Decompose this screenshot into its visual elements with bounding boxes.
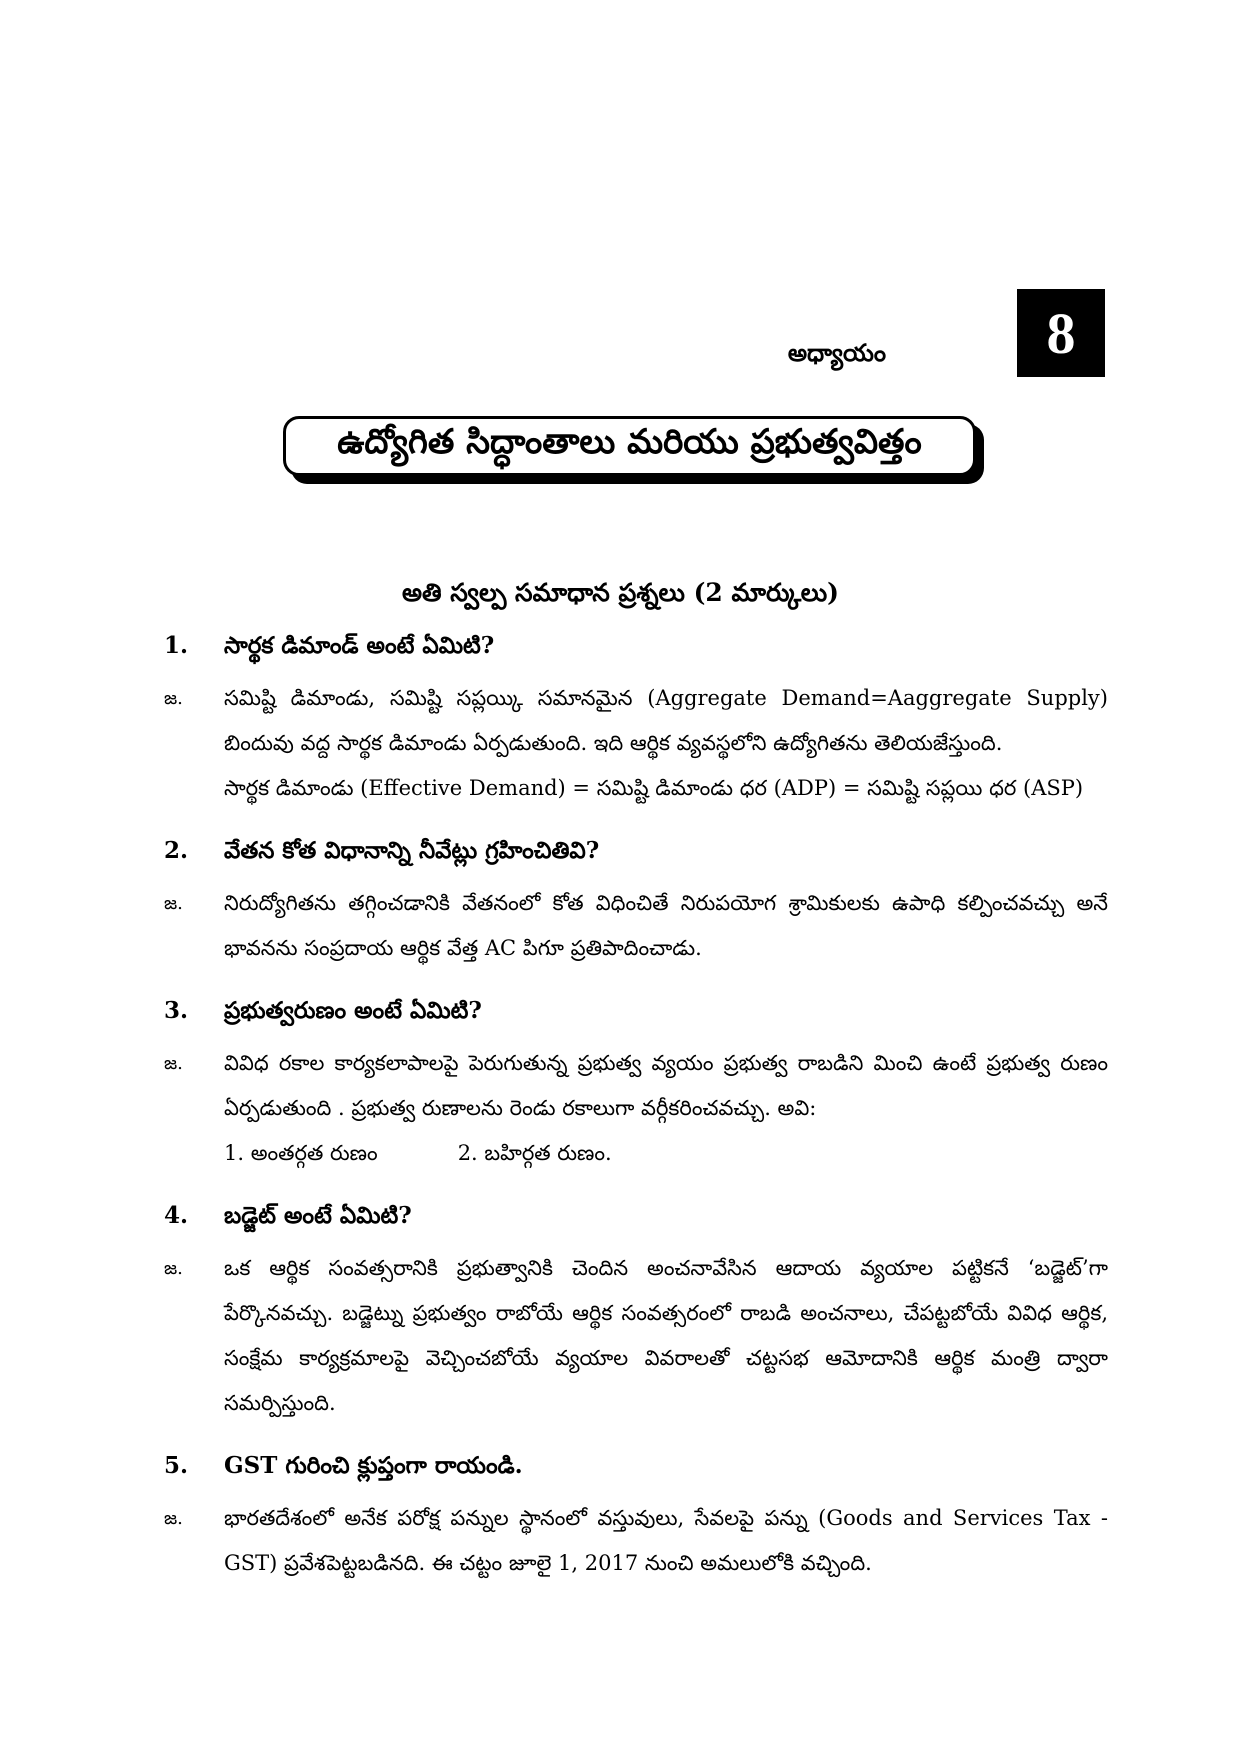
chapter-number-badge: 8: [1017, 289, 1105, 377]
answer-row: [164, 881, 1108, 971]
answer-body: [224, 1041, 1108, 1176]
chapter-title: ఉద్యోగిత సిద్ధాంతాలు మరియు ప్రభుత్వవిత్తం: [283, 416, 976, 476]
answer-row: [164, 1246, 1108, 1426]
question-number: 2.: [164, 837, 189, 864]
answer-body: [224, 676, 1108, 811]
chapter-title-banner: [283, 416, 984, 484]
answer-row: [164, 676, 1108, 811]
answer-marker: జ.: [164, 1053, 183, 1074]
question-row: [164, 1198, 1108, 1234]
answer-body: [224, 1246, 1108, 1426]
answer-text: ఒక ఆర్థిక సంవత్సరానికి ప్రభుత్వానికి చెందిన అంచనావేసిన ఆదాయ వ్యయాల పట్టికనే ‘బడ్జెట్’గా పేర్కొనవచ్చు. బడ్జెట్ను ప్రభుత్వం రాబోయే ఆర్థిక సంవత్సరంలో రాబడి అంచనాలు, చేపట్టబోయే వివిధ ఆర్థిక, సంక్షేమ కార్యక్రమాలపై వెచ్చించబోయే వ్యయాల వివరాలతో చట్టసభ ఆమోదానికి ఆర్థిక మంత్రి ద్వారా సమర్పిస్తుంది.: [224, 1256, 1108, 1415]
question-text: GST గురించి క్లుప్తంగా రాయండి.: [224, 1452, 523, 1479]
question-number: 5.: [164, 1452, 189, 1479]
question-text: బడ్జెట్ అంటే ఏమిటి?: [224, 1202, 412, 1229]
question-row: [164, 1448, 1108, 1484]
answer-body: [224, 1496, 1108, 1586]
question-number: 1.: [164, 632, 189, 659]
question-row: [164, 993, 1108, 1029]
question-number: 4.: [164, 1202, 189, 1229]
answer-row: [164, 1041, 1108, 1176]
chapter-label: అధ్యాయం: [787, 338, 886, 367]
answer-formula: సార్థక డిమాండు (Effective Demand) = సమిష్టి డిమాండు ధర (ADP) = సమిష్టి సప్లయి ధర (ASP): [224, 776, 1084, 800]
list-item: 1. అంతర్గత రుణం: [224, 1141, 378, 1165]
question-text: వేతన కోత విధానాన్ని నీవేట్లు గ్రహించితివి?: [224, 837, 600, 864]
question-number: 3.: [164, 997, 189, 1024]
answer-marker: జ.: [164, 1258, 183, 1279]
question-row: [164, 628, 1108, 664]
answer-marker: జ.: [164, 688, 183, 709]
answer-marker: జ.: [164, 1508, 183, 1529]
question-row: [164, 833, 1108, 869]
answer-row: [164, 1496, 1108, 1586]
question-list: [164, 628, 1108, 1586]
answer-text: భారతదేశంలో అనేక పరోక్ష పన్నుల స్థానంలో వస్తువులు, సేవలపై పన్ను (Goods and Services Tax - GST) ప్రవేశపెట్టబడినది. ఈ చట్టం జూలై 1, 2017 నుంచి అమలులోకి వచ్చింది.: [224, 1506, 1108, 1575]
answer-body: [224, 881, 1108, 971]
answer-marker: జ.: [164, 893, 183, 914]
question-text: ప్రభుత్వరుణం అంటే ఏమిటి?: [224, 997, 482, 1024]
section-heading: అతి స్వల్ప సమాధాన ప్రశ్నలు (2 మార్కులు): [402, 578, 839, 607]
question-text: సార్థక డిమాండ్ అంటే ఏమిటి?: [224, 632, 495, 659]
answer-text: వివిధ రకాల కార్యకలాపాలపై పెరుగుతున్న ప్రభుత్వ వ్యయం ప్రభుత్వ రాబడిని మించి ఉంటే ప్రభుత్వ రుణం ఏర్పడుతుంది . ప్రభుత్వ రుణాలను రెండు రకాలుగా వర్గీకరించవచ్చు. అవి:: [224, 1051, 1108, 1120]
answer-text: సమిష్టి డిమాండు, సమిష్టి సప్లయ్కి సమానమైన (Aggregate Demand=Aaggregate Supply) బిందువు వద్ద సార్థక డిమాండు ఏర్పడుతుంది. ఇది ఆర్థిక వ్యవస్థలోని ఉద్యోగితను తెలియజేస్తుంది.: [224, 686, 1108, 755]
answer-text: నిరుద్యోగితను తగ్గించడానికి వేతనంలో కోత విధించితే నిరుపయోగ శ్రామికులకు ఉపాధి కల్పించవచ్చు అనే భావనను సంప్రదాయ ఆర్థిక వేత్త AC పిగూ ప్రతిపాదించాడు.: [224, 891, 1108, 960]
list-item: 2. బహిర్గత రుణం.: [457, 1141, 612, 1165]
debt-types-list: [224, 1131, 1108, 1176]
